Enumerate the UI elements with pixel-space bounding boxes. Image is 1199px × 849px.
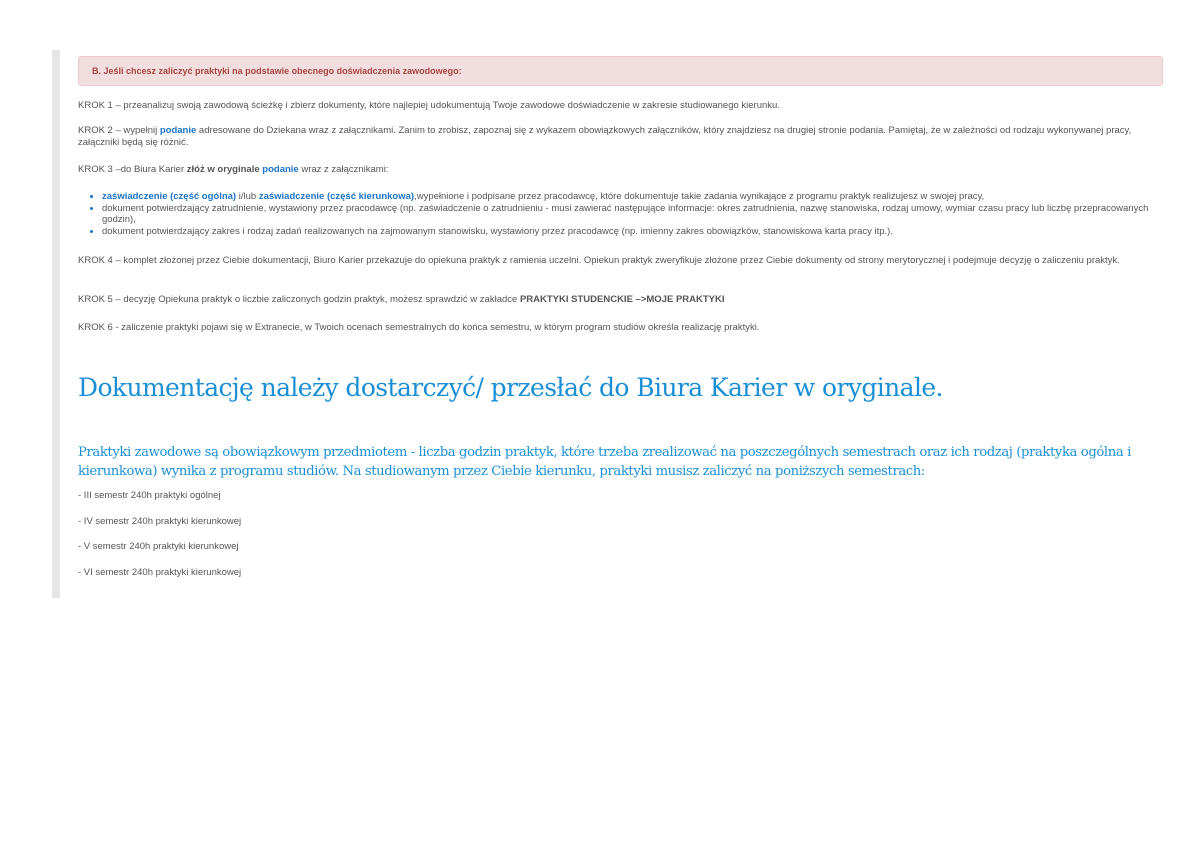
- step-2-text-before: KROK 2 – wypełnij: [78, 125, 160, 136]
- intro-paragraph: Praktyki zawodowe są obowiązkowym przedmiotem - liczba godzin praktyk, które trzeba zrealizować na poszczególnych semestrach oraz ich rodzaj (praktyka ogólna i kierunkowa) wynika z programu studiów. Na studiowanym przez Ciebie kierunku, praktyki musisz zaliczyć na poniższych semestrach:: [78, 445, 1131, 479]
- step-3: [78, 164, 1163, 176]
- step-2: [78, 125, 1163, 149]
- step-5-bold: PRAKTYKI STUDENCKIE –>MOJE PRAKTYKI: [519, 294, 725, 305]
- list-item: • dokument potwierdzający zakres i rodzaj zadań realizowanych na zajmowanym stanowisku, wystawiony przez pracodawcę (np. imienny zakres obowiązków, stanowiskowa karta pracy itp.).: [102, 226, 1172, 238]
- step-4: KROK 4 – komplet złożonej przez Ciebie dokumentacji, Biuro Karier przekazuje do opiekuna praktyk z ramienia uczelni. Opiekun praktyk zweryfikuje złożone przez Ciebie dokumenty od strony merytorycznej i podejmuje decyzję o zaliczeniu praktyk.: [78, 255, 1120, 266]
- step-3-text-before: KROK 3 –do Biura Karier: [78, 164, 187, 175]
- alert-text: B. Jeśli chcesz zaliczyć praktyki na podstawie obecnego doświadczenia zawodowego:: [92, 66, 462, 76]
- step-5-text-before: KROK 5 – decyzję Opiekuna praktyk o liczbie zaliczonych godzin praktyk, możesz sprawdzić w zakładce: [78, 294, 520, 305]
- podanie-link-2[interactable]: podanie: [262, 164, 299, 175]
- documents-list: [90, 191, 1172, 237]
- list-item: • zaświadczenie (część ogólna) i/lub zaświadczenie (część kierunkowa),wypełnione i podpisane przez pracodawcę, które dokumentuje takie zadania wynikające z programu praktyk realizujesz w swojej pracy,: [102, 191, 1172, 203]
- semester-item: - III semestr 240h praktyki ogólnej: [78, 490, 221, 501]
- zaswiadczenie-kierunkowa-link[interactable]: zaświadczenie (część kierunkowa): [258, 191, 415, 202]
- zaswiadczenie-ogolna-link[interactable]: zaświadczenie (część ogólna): [102, 191, 237, 202]
- semester-item: - VI semestr 240h praktyki kierunkowej: [78, 567, 242, 578]
- list-item: • dokument potwierdzający zatrudnienie, wystawiony przez pracodawcę (np. zaświadczenie o zatrudnieniu - musi zawierać następujące informacje: okres zatrudnienia, nazwę stanowiska, rodzaj umowy, wymiar czasu pracy lub liczbę przepracowanych godzin),: [102, 203, 1172, 226]
- step-6: KROK 6 - zaliczenie praktyki pojawi się w Extranecie, w Twoich ocenach semestralnych do końca semestru, w którym program studiów określa realizację praktyki.: [78, 322, 760, 333]
- step-5: [78, 294, 1163, 306]
- step-3-text-after: wraz z załącznikami:: [298, 164, 389, 175]
- step-2-text-after: adresowane do Dziekana wraz z załącznikami. Zanim to zrobisz, zapoznaj się z wykazem obowiązkowych załączników, który znajdziesz na drugiej stronie podania. Pamiętaj, że w zależności od rodzaju wykonywanej pracy, załączniki będą się różnić.: [78, 125, 1132, 148]
- semester-item: - IV semestr 240h praktyki kierunkowej: [78, 516, 242, 527]
- content-area: [52, 50, 1175, 598]
- semester-item: - V semestr 240h praktyki kierunkowej: [78, 541, 239, 552]
- documentation-headline: Dokumentację należy dostarczyć/ przesłać do Biura Karier w oryginale.: [78, 373, 943, 402]
- step-3-bold: złóż w oryginale: [186, 164, 260, 175]
- podanie-link[interactable]: podanie: [159, 125, 197, 136]
- step-1: KROK 1 – przeanalizuj swoją zawodową ścieżkę i zbierz dokumenty, które najlepiej udokumentują Twoje zawodowe doświadczenie w zakresie studiowanego kierunku.: [78, 100, 780, 111]
- alert-box: [78, 56, 1163, 86]
